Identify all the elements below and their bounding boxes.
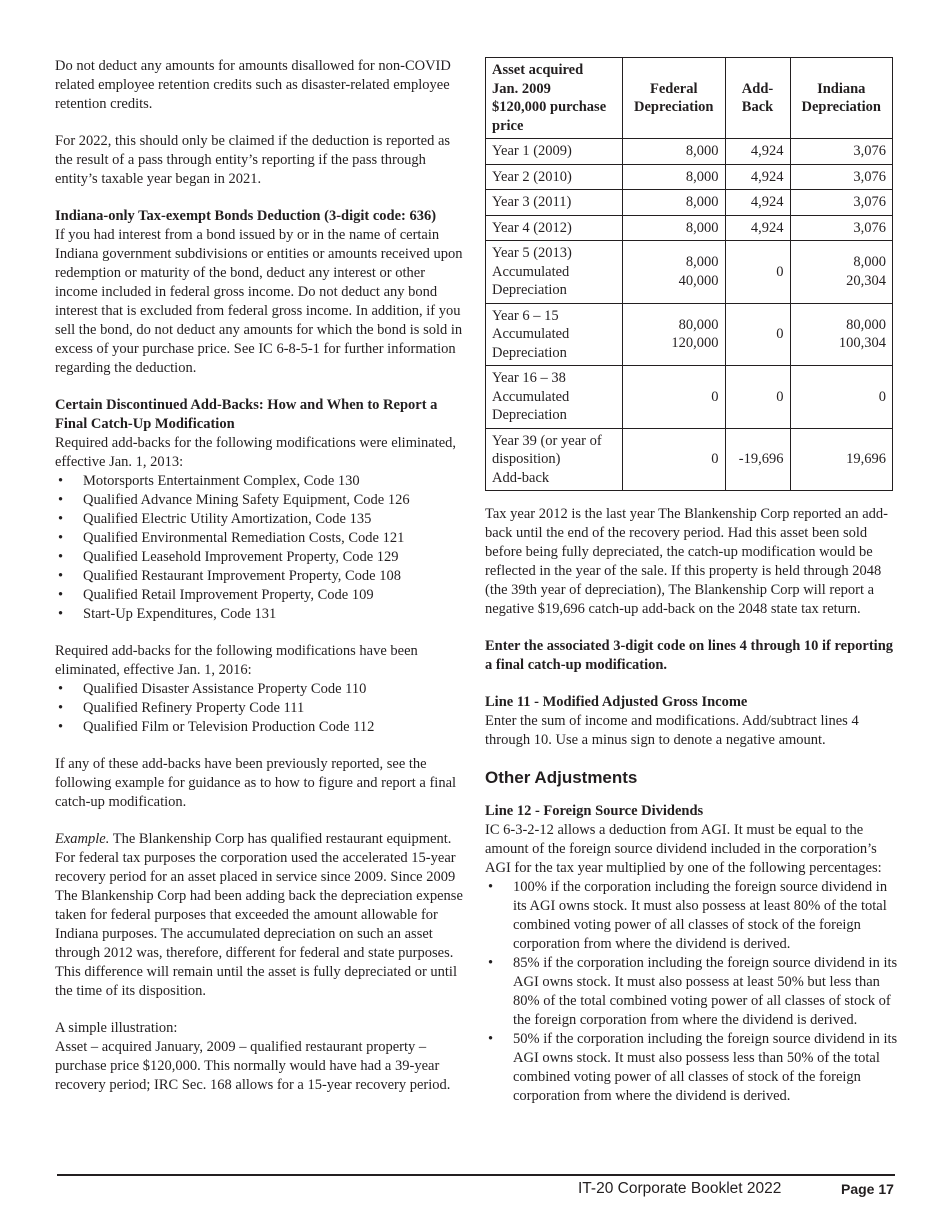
paragraph: If any of these add-backs have been previously reported, see the following example for guidance as to how to figure and report a final catch-up modification.: [55, 756, 457, 810]
table-row: [486, 366, 893, 429]
cell: 4,924: [725, 164, 790, 190]
cell: Year 39 (or year of disposition) Add-back: [486, 428, 623, 491]
line11-section: [485, 693, 899, 750]
bonds-section: [55, 207, 471, 378]
cell: 8,000: [623, 190, 726, 216]
cell: 4,924: [725, 215, 790, 241]
footer-divider: [57, 1174, 895, 1176]
cell: -19,696: [725, 428, 790, 491]
cell: 80,000 120,000: [623, 303, 726, 366]
list-item: • Qualified Film or Television Production Code 112: [55, 718, 471, 737]
depreciation-table: [485, 57, 893, 491]
list-item: • Qualified Electric Utility Amortization, Code 135: [55, 510, 471, 529]
section-heading: Certain Discontinued Add-Backs: How and When to Report a Final Catch-Up Modification: [55, 397, 438, 432]
cell: 0: [790, 366, 893, 429]
cell: 3,076: [790, 164, 893, 190]
illustration-text: Asset – acquired January, 2009 – qualified restaurant property – purchase price $120,000. This normally would have had a 39-year recovery period; IRC Sec. 168 allows for a 15-year recovery period.: [55, 1039, 451, 1093]
cell: 4,924: [725, 190, 790, 216]
cell: 0: [725, 241, 790, 304]
cell: 0: [725, 303, 790, 366]
section-heading: Line 11 - Modified Adjusted Gross Income: [485, 694, 748, 710]
illustration: [55, 1019, 471, 1095]
table-row: [486, 164, 893, 190]
cell: 4,924: [725, 139, 790, 165]
list-item: • Qualified Environmental Remediation Costs, Code 121: [55, 529, 471, 548]
column-header: Indiana Depreciation: [790, 58, 893, 139]
cell: 8,000: [623, 215, 726, 241]
paragraph: Do not deduct any amounts for amounts disallowed for non-COVID related employee retention credits such as disaster-related employee retention credits.: [55, 58, 451, 112]
list-item: • 100% if the corporation including the foreign source dividend in its AGI owns stock. It must also possess at least 80% of the total combined voting power of all classes of stock of the foreign corporation from where the dividend is derived.: [485, 878, 899, 954]
section-heading: Indiana-only Tax-exempt Bonds Deduction (3-digit code: 636): [55, 208, 437, 224]
list-item: • 85% if the corporation including the foreign source dividend in its AGI owns stock. It must also possess at least 50% but less than 80% of the total combined voting power of all classes of stock of the foreign corporation from where the dividend is derived.: [485, 954, 899, 1030]
table-row: [486, 190, 893, 216]
cell: Year 4 (2012): [486, 215, 623, 241]
cell: 0: [623, 366, 726, 429]
column-header: Add- Back: [725, 58, 790, 139]
table-row: [486, 139, 893, 165]
example-text: The Blankenship Corp has qualified restaurant equipment. For federal tax purposes the corporation used the accelerated 15-year recovery period for an asset placed in service since 2009. Since 2009 The Blankenship Corp had been adding back the depreciation expense taken for federal purposes that exceeded the amount allowable for Indiana purposes. The accumulated depreciation on such an asset through 2012 was, therefore, different for federal and state purposes. This difference will remain until the asset is fully depreciated or until the time of its disposition.: [55, 831, 463, 999]
section-text: If you had interest from a bond issued by or in the name of certain Indiana government subdivisions or entities or amounts received upon redemption or maturity of the bond, deduct any interest or other income included in federal gross income. Do not deduct any bond interest that is excluded from federal gross income. In addition, if you sell the bond, do not deduct any amounts for which the bond is sold in excess of your purchase price. See IC 6-8-5-1 for further information regarding the deduction.: [55, 227, 463, 376]
left-column: [55, 57, 471, 1095]
cell: Year 5 (2013) Accumulated Depreciation: [486, 241, 623, 304]
cell: 0: [623, 428, 726, 491]
percentage-list: [485, 878, 899, 1106]
cell: 8,000: [623, 164, 726, 190]
list-item: • Qualified Disaster Assistance Property Code 110: [55, 680, 471, 699]
cell: 8,000 40,000: [623, 241, 726, 304]
cell: 3,076: [790, 139, 893, 165]
cell: Year 6 – 15 Accumulated Depreciation: [486, 303, 623, 366]
cell: 8,000 20,304: [790, 241, 893, 304]
table-row: [486, 241, 893, 304]
table-header-row: [486, 58, 893, 139]
other-adjustments-heading: Other Adjustments: [485, 768, 638, 787]
line12-section: [485, 802, 899, 878]
cell: 80,000 100,304: [790, 303, 893, 366]
list-item: • Qualified Restaurant Improvement Property, Code 108: [55, 567, 471, 586]
cell: 3,076: [790, 190, 893, 216]
list-item: • Qualified Refinery Property Code 111: [55, 699, 471, 718]
enter-code-note: Enter the associated 3-digit code on lines 4 through 10 if reporting a final catch-up modification.: [485, 638, 894, 673]
cell: Year 2 (2010): [486, 164, 623, 190]
paragraph: Tax year 2012 is the last year The Blankenship Corp reported an add-back until the end of the recovery period. Had this asset been sold before being fully depreciated, the catch-up modification would be reflected in the year of the sale. If this property is held through 2048 (the 39th year of depreciation), The Blankenship Corp will report a negative $19,696 catch-up add-back on the 2048 state tax return.: [485, 506, 888, 617]
table-row: [486, 428, 893, 491]
cell: Year 3 (2011): [486, 190, 623, 216]
section-heading: Line 12 - Foreign Source Dividends: [485, 803, 704, 819]
cell: Year 16 – 38 Accumulated Depreciation: [486, 366, 623, 429]
cell: 3,076: [790, 215, 893, 241]
example-label: Example.: [55, 831, 110, 847]
table-row: [486, 303, 893, 366]
cell: 8,000: [623, 139, 726, 165]
list-item: • Motorsports Entertainment Complex, Code 130: [55, 472, 471, 491]
paragraph: For 2022, this should only be claimed if the deduction is reported as the result of a pass through entity’s reporting if the pass through entity’s taxable year began in 2021.: [55, 133, 451, 187]
section-text: IC 6-3-2-12 allows a deduction from AGI. It must be equal to the amount of the foreign source dividend included in the corporation’s AGI for the tax year multiplied by one of the following percentages:: [485, 822, 882, 876]
list-item: • 50% if the corporation including the foreign source dividend in its AGI owns stock. It must also possess less than 50% of the total combined voting power of all classes of stock of the foreign corporation from where the dividend is derived.: [485, 1030, 899, 1106]
section-text: Enter the sum of income and modifications. Add/subtract lines 4 through 10. Use a minus sign to denote a negative amount.: [485, 713, 859, 748]
column-header: Federal Depreciation: [623, 58, 726, 139]
discontinued-section: [55, 396, 471, 472]
paragraph: Required add-backs for the following modifications have been eliminated, effective Jan. 1, 2016:: [55, 643, 418, 678]
footer-booklet-title: IT-20 Corporate Booklet 2022: [578, 1180, 782, 1197]
cell: 19,696: [790, 428, 893, 491]
section-text: Required add-backs for the following modifications were eliminated, effective Jan. 1, 2013:: [55, 435, 457, 470]
illustration-title: A simple illustration:: [55, 1020, 178, 1036]
example-paragraph: [55, 830, 471, 1001]
list-item: • Qualified Retail Improvement Property, Code 109: [55, 586, 471, 605]
list-item: • Qualified Leasehold Improvement Property, Code 129: [55, 548, 471, 567]
column-header: Asset acquired Jan. 2009 $120,000 purchase price: [486, 58, 623, 139]
table-row: [486, 215, 893, 241]
list-item: • Start-Up Expenditures, Code 131: [55, 605, 471, 624]
page-number: Page 17: [841, 1181, 894, 1197]
list-item: • Qualified Advance Mining Safety Equipment, Code 126: [55, 491, 471, 510]
list-2013: [55, 472, 471, 624]
list-2016: [55, 680, 471, 737]
cell: Year 1 (2009): [486, 139, 623, 165]
right-column: [485, 57, 899, 1106]
cell: 0: [725, 366, 790, 429]
